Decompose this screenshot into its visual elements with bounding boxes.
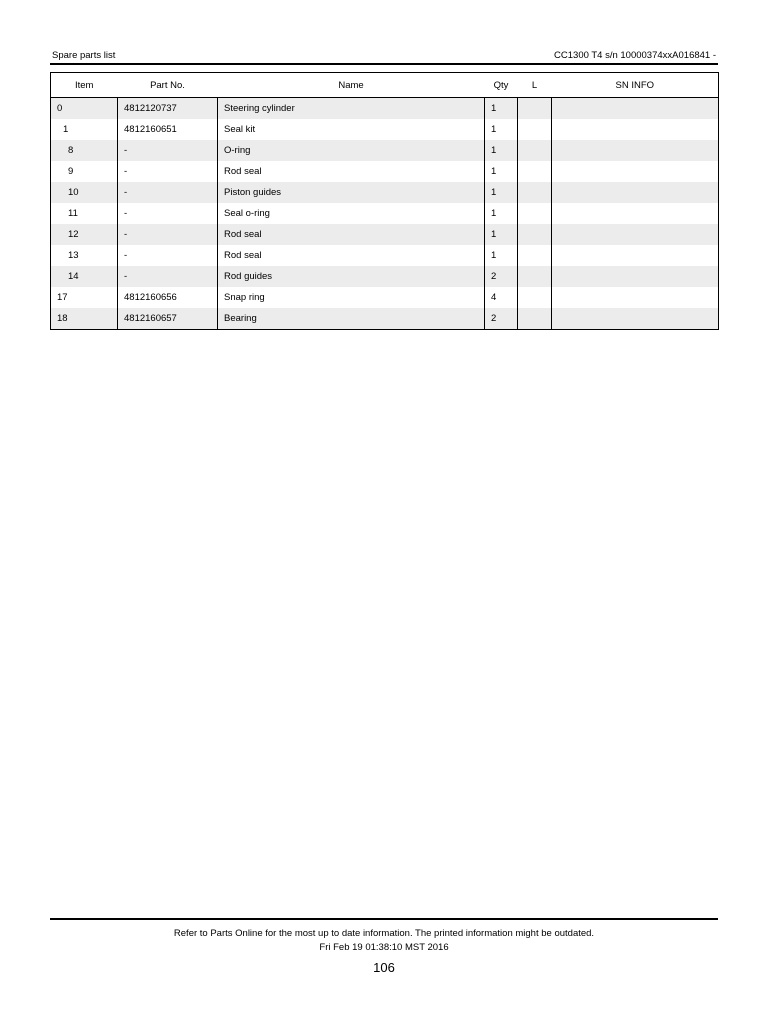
- cell-part-no: 4812160651: [118, 119, 218, 140]
- cell-l: [518, 308, 552, 330]
- cell-name: Rod seal: [218, 224, 485, 245]
- cell-l: [518, 287, 552, 308]
- cell-part-no: 4812120737: [118, 98, 218, 120]
- cell-part-no: -: [118, 245, 218, 266]
- table-row: [51, 203, 719, 224]
- cell-l: [518, 119, 552, 140]
- column-header-qty: Qty: [485, 73, 518, 98]
- cell-qty: 1: [485, 98, 518, 120]
- cell-qty: 1: [485, 140, 518, 161]
- spare-parts-table: [50, 72, 719, 330]
- column-header-sn-info: SN INFO: [552, 73, 719, 98]
- cell-sn-info: [552, 245, 719, 266]
- cell-l: [518, 245, 552, 266]
- cell-name: O-ring: [218, 140, 485, 161]
- cell-sn-info: [552, 266, 719, 287]
- cell-l: [518, 224, 552, 245]
- column-header-l: L: [518, 73, 552, 98]
- cell-name: Steering cylinder: [218, 98, 485, 120]
- table-row: [51, 245, 719, 266]
- footer-disclaimer: Refer to Parts Online for the most up to date information. The printed information might be outdated.: [173, 928, 595, 939]
- cell-qty: 1: [485, 224, 518, 245]
- table-row: [51, 119, 719, 140]
- table-row: [51, 140, 719, 161]
- footer-divider: [50, 918, 718, 920]
- cell-sn-info: [552, 98, 719, 120]
- table-row: [51, 182, 719, 203]
- cell-name: Seal o-ring: [218, 203, 485, 224]
- cell-sn-info: [552, 161, 719, 182]
- cell-qty: 2: [485, 308, 518, 330]
- cell-name: Rod seal: [218, 161, 485, 182]
- cell-l: [518, 182, 552, 203]
- table-row: [51, 98, 719, 120]
- cell-sn-info: [552, 287, 719, 308]
- cell-item: 8: [51, 140, 118, 161]
- cell-l: [518, 266, 552, 287]
- cell-item: 10: [51, 182, 118, 203]
- cell-part-no: -: [118, 161, 218, 182]
- cell-item: 9: [51, 161, 118, 182]
- cell-item: 13: [51, 245, 118, 266]
- cell-name: Snap ring: [218, 287, 485, 308]
- cell-sn-info: [552, 119, 719, 140]
- cell-sn-info: [552, 203, 719, 224]
- cell-qty: 4: [485, 287, 518, 308]
- cell-item: 0: [51, 98, 118, 120]
- cell-item: 17: [51, 287, 118, 308]
- cell-part-no: 4812160657: [118, 308, 218, 330]
- page-number: 106: [373, 960, 395, 975]
- cell-part-no: -: [118, 182, 218, 203]
- table-body: [51, 98, 719, 330]
- cell-l: [518, 140, 552, 161]
- table-header-row: [51, 73, 719, 98]
- column-header-item: Item: [51, 73, 118, 98]
- cell-qty: 1: [485, 245, 518, 266]
- cell-sn-info: [552, 308, 719, 330]
- table-row: [51, 266, 719, 287]
- cell-name: Bearing: [218, 308, 485, 330]
- table-row: [51, 287, 719, 308]
- cell-l: [518, 203, 552, 224]
- table-row: [51, 224, 719, 245]
- cell-part-no: -: [118, 140, 218, 161]
- print-timestamp: Fri Feb 19 01:38:10 MST 2016: [319, 942, 449, 953]
- cell-name: Seal kit: [218, 119, 485, 140]
- machine-serial-info: CC1300 T4 s/n 10000374xxA016841 -: [554, 50, 716, 61]
- cell-qty: 1: [485, 182, 518, 203]
- cell-item: 14: [51, 266, 118, 287]
- table-row: [51, 161, 719, 182]
- column-header-part-no: Part No.: [118, 73, 218, 98]
- cell-item: 1: [51, 119, 118, 140]
- cell-qty: 1: [485, 161, 518, 182]
- cell-item: 11: [51, 203, 118, 224]
- cell-part-no: -: [118, 266, 218, 287]
- cell-l: [518, 98, 552, 120]
- cell-qty: 1: [485, 119, 518, 140]
- table-row: [51, 308, 719, 330]
- cell-qty: 1: [485, 203, 518, 224]
- document-title: Spare parts list: [52, 50, 116, 61]
- cell-part-no: -: [118, 224, 218, 245]
- cell-item: 12: [51, 224, 118, 245]
- cell-part-no: 4812160656: [118, 287, 218, 308]
- cell-sn-info: [552, 140, 719, 161]
- header-divider: [50, 63, 718, 65]
- cell-part-no: -: [118, 203, 218, 224]
- cell-qty: 2: [485, 266, 518, 287]
- cell-name: Rod guides: [218, 266, 485, 287]
- cell-name: Rod seal: [218, 245, 485, 266]
- cell-sn-info: [552, 182, 719, 203]
- column-header-name: Name: [218, 73, 485, 98]
- cell-item: 18: [51, 308, 118, 330]
- cell-sn-info: [552, 224, 719, 245]
- cell-name: Piston guides: [218, 182, 485, 203]
- cell-l: [518, 161, 552, 182]
